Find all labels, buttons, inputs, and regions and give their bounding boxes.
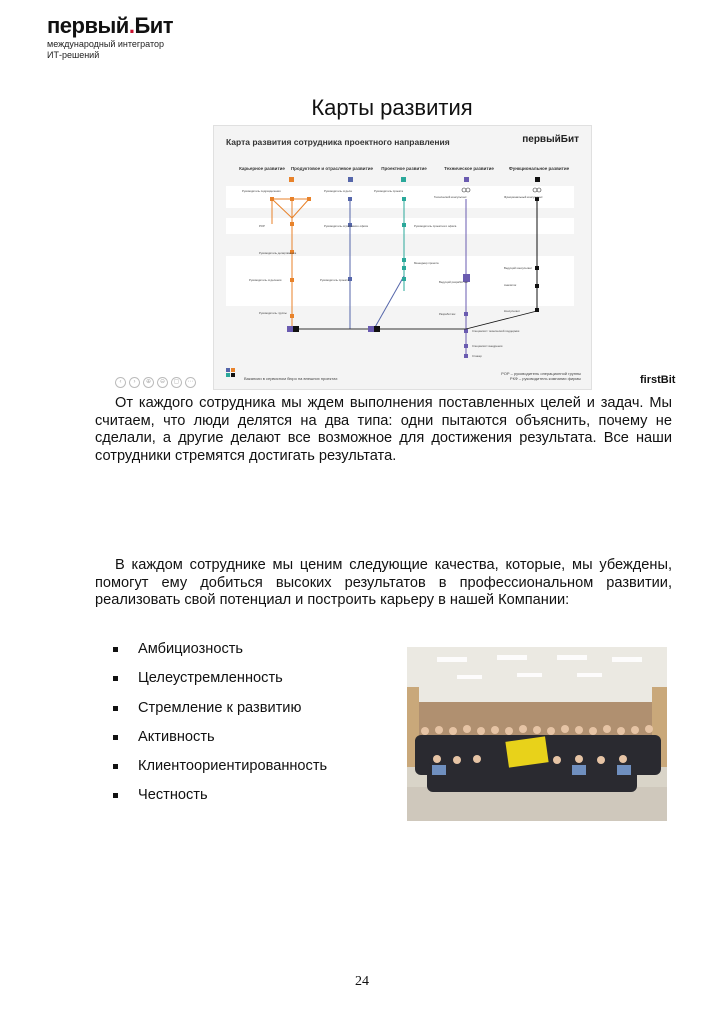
bullet-square-icon (113, 735, 118, 740)
pager-control-icon[interactable]: ▢ (171, 377, 182, 388)
col-header-functional: Функциональное развитие (508, 166, 570, 171)
svg-text:Руководитель подразделения: Руководитель подразделения (242, 189, 281, 193)
svg-text:Аналитик: Аналитик (504, 283, 517, 287)
pager-control-icon[interactable]: ⊕ (143, 377, 154, 388)
pager-control-icon[interactable]: › (129, 377, 140, 388)
svg-text:Технический консультант: Технический консультант (434, 195, 467, 199)
col-marker-career (289, 177, 294, 182)
qualities-list (113, 640, 327, 816)
paragraph-1-text: От каждого сотрудника мы ждем выполнения поставленных целей и задач. Мы считаем, что люди делятся на два типа: одни пытаются объяснить, почему не сделали, а другие делают все возможное для достижения результата. Все наши сотрудники стремятся достигать результата. (95, 395, 672, 464)
list-item (113, 728, 327, 757)
quality-label: Клиентоориентированность (138, 758, 328, 775)
pager-controls[interactable] (115, 377, 196, 388)
col-marker-project (401, 177, 406, 182)
figure-note-2: РКФ – руководитель компании фирмы (509, 376, 581, 381)
map-band (226, 218, 574, 234)
bullet-square-icon (113, 647, 118, 652)
logo-dot: . (128, 13, 135, 38)
bullet-square-icon (113, 793, 118, 798)
paragraph-expectations (95, 395, 672, 465)
bullet-square-icon (113, 764, 118, 769)
team-photo (407, 647, 667, 821)
svg-text:Руководитель отраслевого офиса: Руководитель отраслевого офиса (324, 224, 368, 228)
col-marker-product (348, 177, 353, 182)
pager-control-icon[interactable]: ⊖ (157, 377, 168, 388)
svg-text:Руководитель проектного офиса: Руководитель проектного офиса (414, 224, 457, 228)
col-marker-functional (535, 177, 540, 182)
firstbit-corner-logo (640, 374, 675, 386)
col-marker-technical (464, 177, 469, 182)
svg-text:Менеджер проекта: Менеджер проекта (414, 261, 439, 265)
logo-tagline-1: международный интегратор (47, 39, 165, 49)
figure-note (501, 371, 581, 381)
svg-text:Специалист технической поддерж: Специалист технической поддержки (472, 329, 520, 333)
firstbit-accent: Bit (660, 374, 676, 386)
svg-text:Функциональный консультант: Функциональный консультант (504, 195, 543, 199)
svg-text:Ведущий консультант: Ведущий консультант (504, 266, 533, 270)
page-title (0, 95, 724, 121)
svg-text:Руководитель департамента: Руководитель департамента (259, 251, 297, 255)
paragraph-2-text: В каждом сотруднике мы ценим следующие качества, которые, мы убеждены, помогут ему добиться высоких результатов в профессиональном развитии, реализовать свой потенциал и построить карьеру в нашей Компании: (95, 557, 672, 608)
quality-label: Честность (138, 787, 208, 804)
svg-text:Руководитель отделения: Руководитель отделения (249, 278, 282, 282)
figure-caption: Вакансии в сервисном бюро на внешних проектах (244, 376, 338, 381)
svg-text:Руководитель отдела: Руководитель отдела (324, 189, 352, 193)
pager-control-icon[interactable]: ‹ (115, 377, 126, 388)
development-map-figure (213, 125, 592, 390)
svg-text:Руководитель проекта: Руководитель проекта (374, 189, 404, 193)
svg-text:Консультант: Консультант (504, 309, 520, 313)
figure-legend-mark (226, 368, 235, 377)
list-item (113, 786, 327, 815)
logo-name-accent: Бит (134, 13, 174, 38)
list-item (113, 669, 327, 698)
col-header-product: Продуктовое и отраслевое развитие (290, 166, 374, 171)
logo-name: первый (47, 13, 129, 38)
logo-wordmark (47, 14, 173, 38)
list-item (113, 699, 327, 728)
paragraph-qualities-intro (95, 557, 672, 610)
col-header-project: Проектное развитие (381, 166, 427, 171)
quality-label: Амбициозность (138, 641, 244, 657)
quality-label: Целеустремленность (138, 670, 283, 687)
svg-text:Руководитель группы: Руководитель группы (259, 311, 287, 315)
figure-note-1: РОР – руководитель операционной группы (501, 371, 581, 376)
figure-logo: первыйБит (522, 134, 579, 145)
pager-control-icon[interactable]: ⋯ (185, 377, 196, 388)
list-item (113, 757, 327, 786)
figure-title: Карта развития сотрудника проектного направления (226, 137, 450, 147)
logo-tagline-2: ИТ-решений (47, 50, 100, 60)
svg-text:Разработчик: Разработчик (439, 312, 456, 316)
quality-label: Стремление к развитию (138, 699, 302, 716)
col-header-technical: Техническое развитие (444, 166, 494, 171)
bullet-square-icon (113, 676, 118, 681)
quality-label: Активность (138, 728, 215, 745)
bullet-square-icon (113, 706, 118, 711)
team-photo-illustration (407, 647, 667, 821)
company-logo (47, 14, 173, 60)
svg-text:Стажер: Стажер (472, 354, 482, 358)
page-title-text: Карты развития (311, 95, 473, 120)
col-header-career: Карьерное развитие (239, 166, 285, 171)
page-number: 24 (355, 974, 369, 989)
svg-text:Руководитель проекта: Руководитель проекта (320, 278, 350, 282)
development-map-diagram (214, 126, 591, 389)
list-item (113, 640, 327, 669)
svg-text:Ведущий разработчик: Ведущий разработчик (439, 280, 468, 284)
firstbit-name: first (640, 374, 661, 386)
svg-text:Специалист внедрения: Специалист внедрения (472, 344, 503, 348)
svg-text:РОР: РОР (259, 224, 265, 228)
